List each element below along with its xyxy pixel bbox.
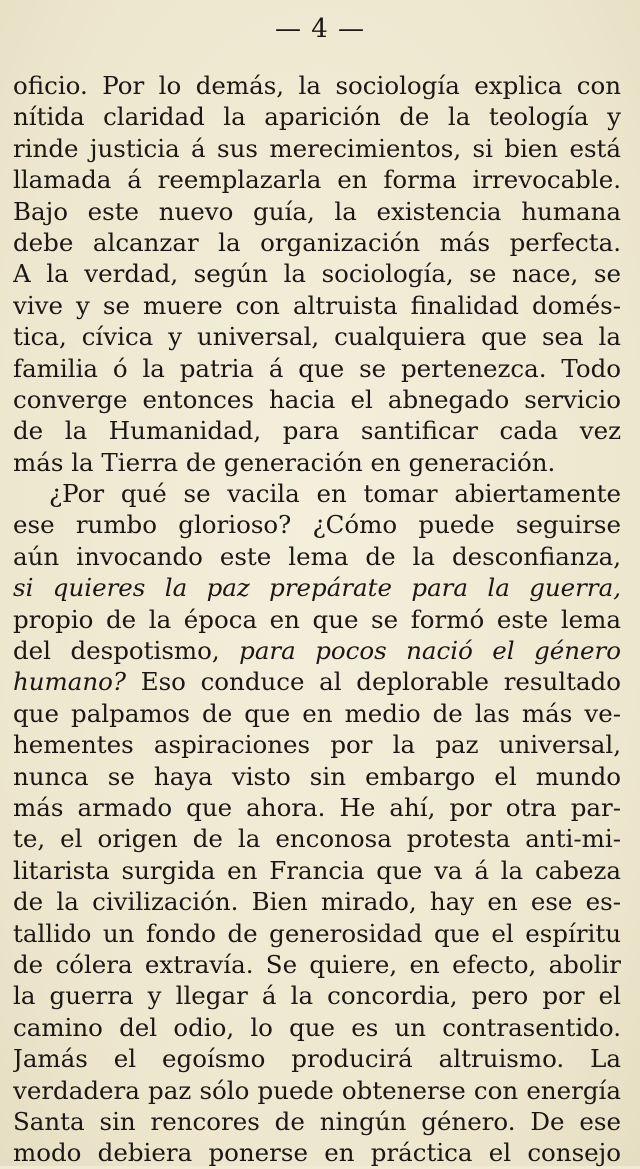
text-line [13,572,621,603]
text-line: nítida claridad la aparición de la teología y [13,102,621,132]
text-line: oficio. Por lo demás, la sociología explica con [13,71,621,100]
text-line: más armado que ahora. He ahí, por otra par- [13,792,621,822]
text-line: de cólera extravía. Se quiere, en efecto, abolir [13,949,621,979]
text-line: la guerra y llegar á la concordia, pero por el [13,981,621,1011]
text-line: propio de la época en que se formó este lema [13,604,621,634]
text-line: del despotismo, para pocos nació el género [13,636,621,666]
text-line: vive y se muere con altruista finalidad domés- [13,290,621,320]
text-line: que palpamos de que en medio de las más ve- [13,698,621,728]
text-line: camino del odio, lo que es un contrasentido. [13,1012,621,1042]
text-line: te, el origen de la enconosa protesta anti-mi- [13,824,621,854]
text-line: litarista surgida en Francia que va á la cabeza [13,855,621,885]
text-line: ¿Por qué se vacila en tomar abiertamente [49,479,621,509]
text-line: familia ó la patria á que se pertenezca. Todo [13,353,621,383]
text-line: A la verdad, según la sociología, se nace, se [13,259,621,289]
text-line: Bajo este nuevo guía, la existencia humana [13,196,621,226]
text-line: converge entonces hacia el abnegado servicio [13,384,621,414]
text-line: aún invocando este lema de la desconfianza, [13,541,621,571]
text-line: Santa sin rencores de ningún género. De ese [13,1106,621,1136]
text-line: tallido un fondo de generosidad que el espíritu [13,918,621,948]
italic-phrase: para pocos nació el género [239,636,621,666]
page-number: — 4 — [274,14,366,44]
italic-phrase: humano? [13,667,127,697]
text-line: humano? Eso conduce al deplorable resultado [13,667,621,697]
text-line: de la civilización. Bien mirado, hay en ese es- [13,887,621,917]
text-line: hementes aspiraciones por la paz universal, [13,730,621,760]
text-line: ese rumbo glorioso? ¿Cómo puede seguirse [13,510,621,540]
text-line: verdadera paz sólo puede obtenerse con energía [13,1075,621,1105]
text-line: nunca se haya visto sin embargo el mundo [13,761,621,791]
text-line: debe alcanzar la organización más perfecta. [13,227,621,257]
text-line: Jamás el egoísmo producirá altruismo. La [13,1044,621,1074]
text-line: llamada á reemplazarla en forma irrevocable. [13,165,621,195]
body-text [13,70,621,1169]
text-line: tica, cívica y universal, cualquiera que sea la [13,322,621,352]
text-line: más la Tierra de generación en generación. [13,447,556,477]
italic-phrase: si quieres la paz prepárate para la guerra, [13,573,621,603]
text-line: rinde justicia á sus merecimientos, si bien está [13,133,621,163]
text-line: de la Humanidad, para santificar cada vez [13,416,621,446]
text-line: modo debiera ponerse en práctica el consejo [13,1138,621,1168]
